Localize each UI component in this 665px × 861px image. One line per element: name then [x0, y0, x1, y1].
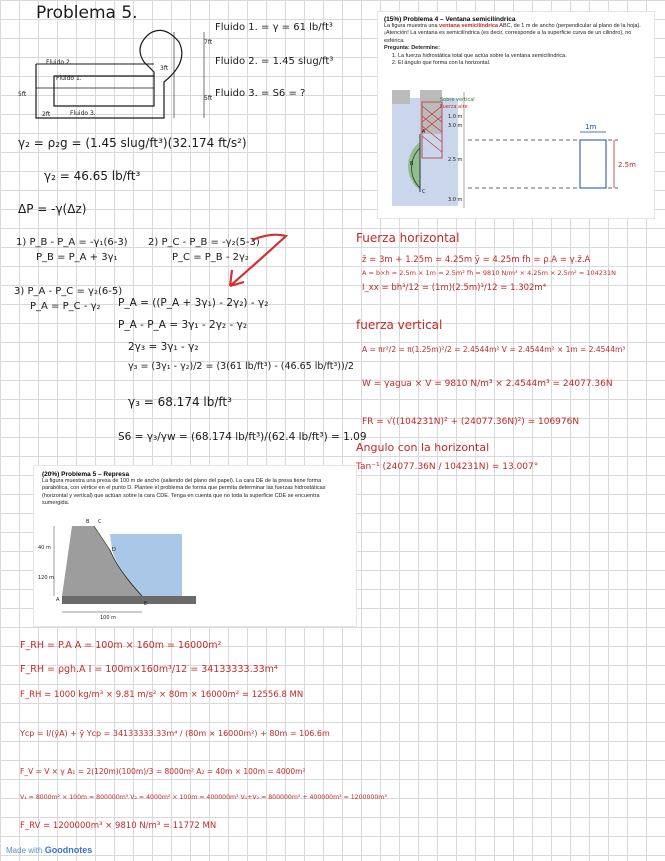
resultant-line: FR = √((104231N)² + (24077.36N)²) = 106976N — [362, 417, 580, 427]
problem4-item: 2. El ángulo que forma con la horizontal. — [398, 60, 648, 67]
dam-label-c: C — [98, 519, 102, 525]
gamma2-result: γ₂ = 46.65 lb/ft³ — [44, 169, 141, 183]
brand-label: Goodnotes — [44, 845, 93, 855]
eq1b: P_B = P_A + 3γ₁ — [36, 252, 118, 263]
dim-2ft: 2ft — [42, 111, 51, 118]
angle-line: Tan⁻¹ (24077.36N / 104231N) = 13.007° — [356, 462, 539, 472]
subst-3: 2γ₃ = 3γ₁ - γ₂ — [128, 341, 199, 353]
angle-title: Angulo con la horizontal — [356, 441, 490, 454]
vertical-line: A = πr²/2 = π(1.25m)²/2 = 2.4544m² V = 2.4544m² × 1m = 2.4544m³ — [362, 345, 626, 354]
dim-1m: 1.0 m — [448, 114, 463, 120]
dam-label-a: A — [56, 597, 60, 603]
dam-label-b: B — [86, 519, 90, 525]
label-c: C — [422, 189, 426, 195]
frh-line: F_RH = P.A A = 100m × 160m = 16000m² — [20, 640, 222, 651]
eq2: 2) P_C - P_B = -γ₂(5-3) — [148, 237, 260, 248]
sketch-25m: 2.5m — [618, 161, 636, 169]
dam-dim-40m: 40 m — [38, 545, 51, 551]
horizontal-line: z̄ = 3m + 1.25m = 4.25m ȳ = 4.25m fh = ρ.A = γ.z̄.A — [362, 255, 591, 265]
dim-5ft-b: 5ft — [18, 91, 27, 98]
fluid3-label: Fluido 3. — [70, 110, 96, 117]
ycp-line: Ycp = I/(ȳA) + ȳ Ycp = 34133333.33m⁴ / (80m × 16000m²) + 80m = 106.6m — [20, 729, 330, 738]
horizontal-line: A = b×h = 2.5m × 1m = 2.5m² fh = 9810 N/m³ × 4.25m × 2.5m² = 104231N — [362, 269, 617, 277]
window-diagram — [382, 82, 650, 218]
fluid1-data: Fluido 1. = γ = 61 lb/ft³ — [215, 22, 333, 33]
made-with-label: Made with — [6, 846, 43, 855]
frh-result: F_RH = 1000 kg/m³ × 9.81 m/s² × 80m × 16000m² = 12556.8 MN — [20, 690, 304, 700]
problem4-question: Pregunta: Determine: — [384, 45, 440, 52]
horizontal-force-title: Fuerza horizontal — [356, 231, 460, 245]
red-arrow — [222, 228, 292, 296]
dim-25m: 2.5 m — [448, 157, 463, 163]
problem5b-body: La figura muestra una presa de 100 m de ancho (saliendo del plano del papel). La cara DE de la presa tiene forma parabólica, con vértice en el punto D. Plantee el problema de forma que permita determinar las fuerzas hidrostáticas (horizontal y vertical) que actúan sobre la cara CDE. Tenga en cuenta que no toda la superficie CDE se encuentra sumergida. — [42, 478, 326, 507]
goodnotes-badge — [6, 845, 92, 855]
problem5-title: Problema 5. — [36, 3, 138, 23]
delta-p-eq: ΔP = -γ(Δz) — [18, 202, 87, 216]
fluid2-data: Fluido 2. = 1.45 slug/ft³ — [215, 56, 334, 67]
subst-2: P_A - P_A = 3γ₁ - 2γ₂ - γ₂ — [118, 319, 248, 331]
frh-line: F_RH = ρgh.A I = 100m×160m³/12 = 34133333.33m⁴ — [20, 664, 278, 675]
fluid2-label: Fluido 2. — [46, 59, 72, 66]
dam-diagram — [42, 520, 202, 624]
label-a: A — [422, 129, 426, 135]
dim-3m-a: 3.0 m — [448, 123, 463, 129]
eq2b: P_C = P_B - 2γ₂ — [172, 252, 249, 263]
problem5b-title: (20%) Problema 5 – Represa — [42, 471, 130, 478]
problem5b-sheet — [34, 466, 356, 626]
dam-dim-120m: 120 m — [38, 575, 55, 581]
dam-dim-100m: 100 m — [100, 615, 117, 621]
subst-1: P_A = ((P_A + 3γ₁) - 2γ₂) - γ₂ — [118, 297, 269, 309]
legend-vertical: Sobre vertical — [440, 97, 475, 103]
problem4-items — [384, 53, 648, 68]
fluid3-data: Fluido 3. = S6 = ? — [215, 88, 306, 99]
vertical-line: W = γagua × V = 9810 N/m³ × 2.4544m³ = 24077.36N — [362, 379, 613, 389]
legend-air: Fuerza aire — [440, 104, 468, 110]
gamma3-eq: γ₃ = (3γ₁ - γ₂)/2 = (3(61 lb/ft³) - (46.65 lb/ft³))/2 — [128, 361, 354, 372]
dam-label-e: E — [144, 601, 148, 607]
eq3b: P_A = P_C - γ₂ — [30, 301, 101, 312]
problem4-title: (15%) Problema 4 – Ventana semicilíndrica — [384, 16, 516, 23]
eq3: 3) P_A - P_C = γ₂(6-5) — [14, 286, 123, 297]
problem4-item: 1. La fuerza hidrostática total que actúa sobre la ventana semicilíndrica. — [398, 53, 648, 60]
s6-result: S6 = γ₃/γw = (68.174 lb/ft³)/(62.4 lb/ft³) = 1.09 — [118, 431, 367, 443]
label-b: B — [410, 161, 414, 167]
dam-label-d: D — [112, 547, 116, 553]
horizontal-line: I_xx = bh³/12 = (1m)(2.5m)³/12 = 1.302m⁴ — [362, 283, 547, 293]
dim-7ft: 7ft — [204, 39, 213, 46]
problem4-intro: La figura muestra una ventana semicilíndrica ABC, de 1 m de ancho (perpendicular al plano de la hoja). ¡Atención! La ventana es semicilíndrica (es decir, corresponde a la superficie curva de un cilindro), no esférica. — [384, 23, 641, 44]
problem4-sheet — [378, 12, 654, 218]
vertical-force-title: fuerza vertical — [356, 318, 443, 332]
dim-3ft: 3ft — [160, 65, 169, 72]
volume-line: V₁ = 8000m² × 100m = 800000m³ V₂ = 4000m² × 100m = 400000m³ V₁+V₂ = 800000m³ + 400000m³ = 1200000m³ — [20, 794, 387, 801]
eq1: 1) P_B - P_A = -γ₁(6-3) — [16, 237, 128, 248]
frv-result: F_RV = 1200000m³ × 9810 N/m³ = 11772 MN — [20, 821, 217, 831]
gamma3-result: γ₃ = 68.174 lb/ft³ — [128, 395, 232, 409]
fv-line: F_V = V × γ A₁ = 2(120m)(100m)/3 = 8000m² A₂ = 40m × 100m = 4000m² — [20, 767, 306, 776]
dim-3m-b: 3.0 m — [448, 197, 463, 203]
dim-5ft-a: 5ft — [204, 95, 213, 102]
sketch-1m: 1m — [585, 123, 597, 131]
gamma2-eq: γ₂ = ρ₂g = (1.45 slug/ft³)(32.174 ft/s²) — [18, 136, 247, 150]
fluid1-label: Fluido 1. — [56, 75, 82, 82]
